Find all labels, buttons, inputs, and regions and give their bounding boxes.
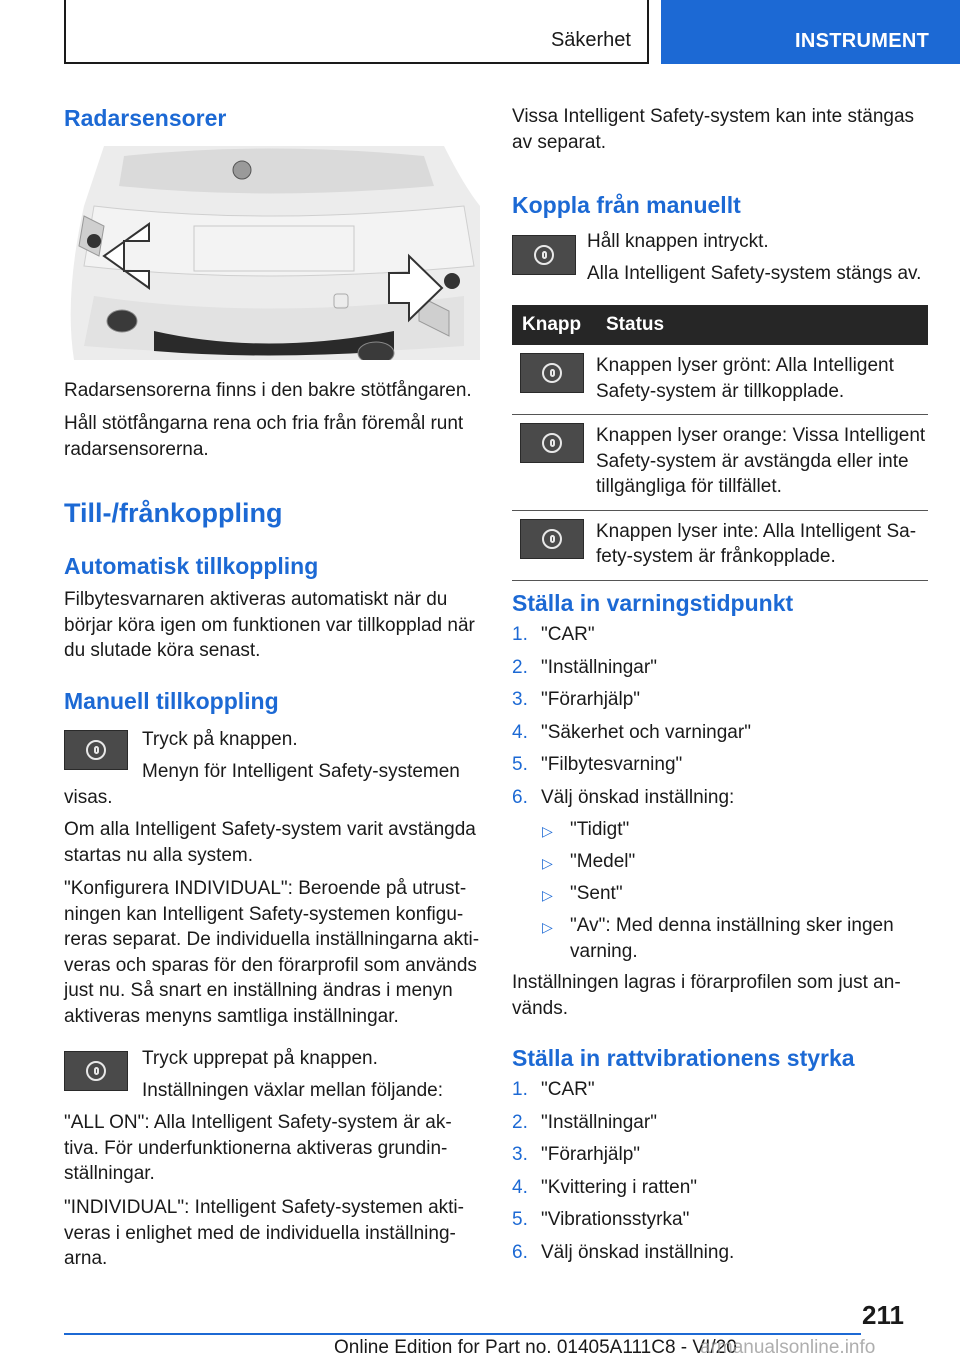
warning-steps-list — [512, 619, 928, 814]
repeat-press-text: Tryck upprepat på knappen. — [142, 1048, 378, 1069]
warning-options-list — [512, 814, 928, 964]
step-number: 1. — [512, 624, 528, 645]
step-text: "Filbytesvarning" — [541, 754, 683, 775]
table-row — [512, 415, 928, 511]
table-header-row — [512, 305, 928, 345]
step-number: 5. — [512, 754, 528, 775]
step-number: 3. — [512, 689, 528, 710]
list-item — [512, 749, 928, 782]
list-item — [512, 782, 928, 815]
step-text: "Förarhjälp" — [541, 689, 641, 710]
step-text: "Inställningar" — [541, 656, 657, 678]
step-number: 4. — [512, 721, 528, 743]
option-text: "Sent" — [570, 883, 623, 904]
manual-all-off-text: Om alla Intelligent Safety-system varit avstängda startas nu alla system. — [64, 819, 476, 866]
footer-divider — [64, 1333, 861, 1335]
intro-text: Vissa Intelligent Safety-system kan inte stängas av separat. — [512, 106, 915, 153]
step-number: 3. — [512, 1144, 528, 1165]
rear-bumper-illustration — [64, 146, 480, 360]
step-number: 2. — [512, 1111, 528, 1133]
manual-press-text: Tryck på knappen. — [142, 729, 298, 750]
heading-varningstidpunkt: Ställa in varningstidpunkt — [512, 590, 794, 616]
button-orange-icon — [520, 423, 584, 463]
list-item — [512, 910, 928, 964]
heading-manuell-tillkoppling: Manuell tillkoppling — [64, 688, 279, 714]
step-number: 6. — [512, 786, 528, 808]
list-item — [512, 1139, 928, 1172]
list-item — [512, 717, 928, 750]
triangle-right-icon: ▷ — [542, 919, 553, 935]
step-text: "Inställningar" — [541, 1111, 657, 1133]
footer-edition: Online Edition for Part no. 01405A111C8 - VI/20 — [334, 1337, 737, 1358]
intelligent-safety-button-icon — [512, 235, 576, 275]
step-text: "CAR" — [541, 1079, 595, 1100]
list-item — [512, 1204, 928, 1237]
page-number: 211 — [862, 1300, 904, 1330]
list-item — [512, 1172, 928, 1205]
step-number: 1. — [512, 1079, 528, 1100]
option-text: "Medel" — [570, 851, 636, 872]
manual-individual-text: "Konfigurera INDIVIDUAL": Beroende på utrustningen kan Intelligent Safety-systemen konfigureras separat. De individuella inställningarna aktiveras och sparas för den förarprofil som används just nu. Så snart en inställning ändras i menyn aktiveras menyns samtliga inställningar. — [64, 878, 480, 1027]
radar-clean-text: Håll stötfångarna rena och fria från föremål runt radarsensorerna. — [64, 413, 464, 460]
heading-rattvibration: Ställa in rattvibrationens styrka — [512, 1045, 855, 1071]
header-frame — [64, 0, 649, 64]
off-result-text: Alla Intelligent Safety-system stängs av. — [587, 263, 922, 284]
intelligent-safety-button-icon — [64, 1051, 128, 1091]
step-number: 5. — [512, 1209, 528, 1230]
warning-note-text: Inställningen lagras i förarprofilen som just används. — [512, 972, 901, 1019]
button-status-table — [512, 305, 928, 581]
list-item — [512, 1074, 928, 1107]
table-header-knapp: Knapp — [512, 305, 596, 345]
step-text: "Vibrationsstyrka" — [541, 1209, 690, 1230]
table-cell-icon — [512, 510, 596, 580]
step-text: Välj önskad inställning. — [541, 1241, 735, 1263]
step-text: "Kvittering i ratten" — [541, 1176, 698, 1198]
table-row — [512, 345, 928, 415]
watermark: armanualsonline.info — [700, 1337, 876, 1358]
heading-radarsensorer: Radarsensorer — [64, 105, 227, 131]
car-rear-image — [64, 146, 480, 360]
header-section: Säkerhet — [550, 29, 631, 51]
table-cell-icon — [512, 415, 596, 511]
list-item — [512, 684, 928, 717]
list-item — [512, 846, 928, 878]
button-off-icon — [520, 519, 584, 559]
table-header-status: Status — [596, 305, 928, 345]
all-on-text: "ALL ON": Alla Intelligent Safety-system är aktiva. För underfunktionerna aktiveras grundinställningar. — [64, 1112, 452, 1184]
step-number: 4. — [512, 1176, 528, 1198]
list-item — [512, 878, 928, 910]
header-chapter-tab[interactable]: INSTRUMENT — [661, 0, 960, 64]
button-green-icon — [520, 353, 584, 393]
repeat-toggle-text: Inställningen växlar mellan följande: — [142, 1080, 444, 1101]
step-number: 2. — [512, 656, 528, 678]
table-cell-status: Knappen lyser orange: Vissa Intelligent Safety-system är avstängda eller inte tillgängliga för tillfället. — [596, 415, 928, 511]
off-press-text: Håll knappen intryckt. — [587, 231, 769, 252]
list-item — [512, 652, 928, 685]
individual-text: "INDIVIDUAL": Intelligent Safety-systemen aktiveras i enlighet med de individuella inställningarna. — [64, 1197, 464, 1269]
list-item — [512, 619, 928, 652]
heading-automatisk-tillkoppling: Automatisk tillkoppling — [64, 553, 319, 579]
list-item — [512, 814, 928, 846]
triangle-right-icon: ▷ — [542, 823, 553, 839]
table-cell-status: Knappen lyser inte: Alla Intelligent Safety-system är frånkopplade. — [596, 510, 928, 580]
list-item — [512, 1237, 928, 1270]
triangle-right-icon: ▷ — [542, 887, 553, 903]
step-number: 6. — [512, 1241, 528, 1263]
manual-menu-text: Menyn för Intelligent Safety-systemen visas. — [64, 761, 460, 808]
heading-koppla-fran: Koppla från manuellt — [512, 192, 741, 218]
step-text: "Förarhjälp" — [541, 1144, 641, 1165]
option-text: "Tidigt" — [570, 819, 630, 840]
radar-location-text: Radarsensorerna finns i den bakre stötfångaren. — [64, 380, 472, 401]
table-cell-icon — [512, 345, 596, 415]
auto-text: Filbytesvarnaren aktiveras automatiskt när du börjar köra igen om funktionen var tillkopplad när du slutade köra senast. — [64, 589, 475, 661]
list-item — [512, 1107, 928, 1140]
option-text: "Av": Med denna inställning sker ingen varning. — [570, 915, 894, 962]
table-row — [512, 510, 928, 580]
heading-till-frankoppling: Till-/frånkoppling — [64, 498, 283, 528]
triangle-right-icon: ▷ — [542, 855, 553, 871]
step-text: "CAR" — [541, 624, 595, 645]
step-text: "Säkerhet och varningar" — [541, 721, 751, 743]
step-text: Välj önskad inställning: — [541, 786, 735, 808]
table-cell-status: Knappen lyser grönt: Alla Intelligent Safety-system är tillkopplade. — [596, 345, 928, 415]
vibration-steps-list — [512, 1074, 928, 1269]
